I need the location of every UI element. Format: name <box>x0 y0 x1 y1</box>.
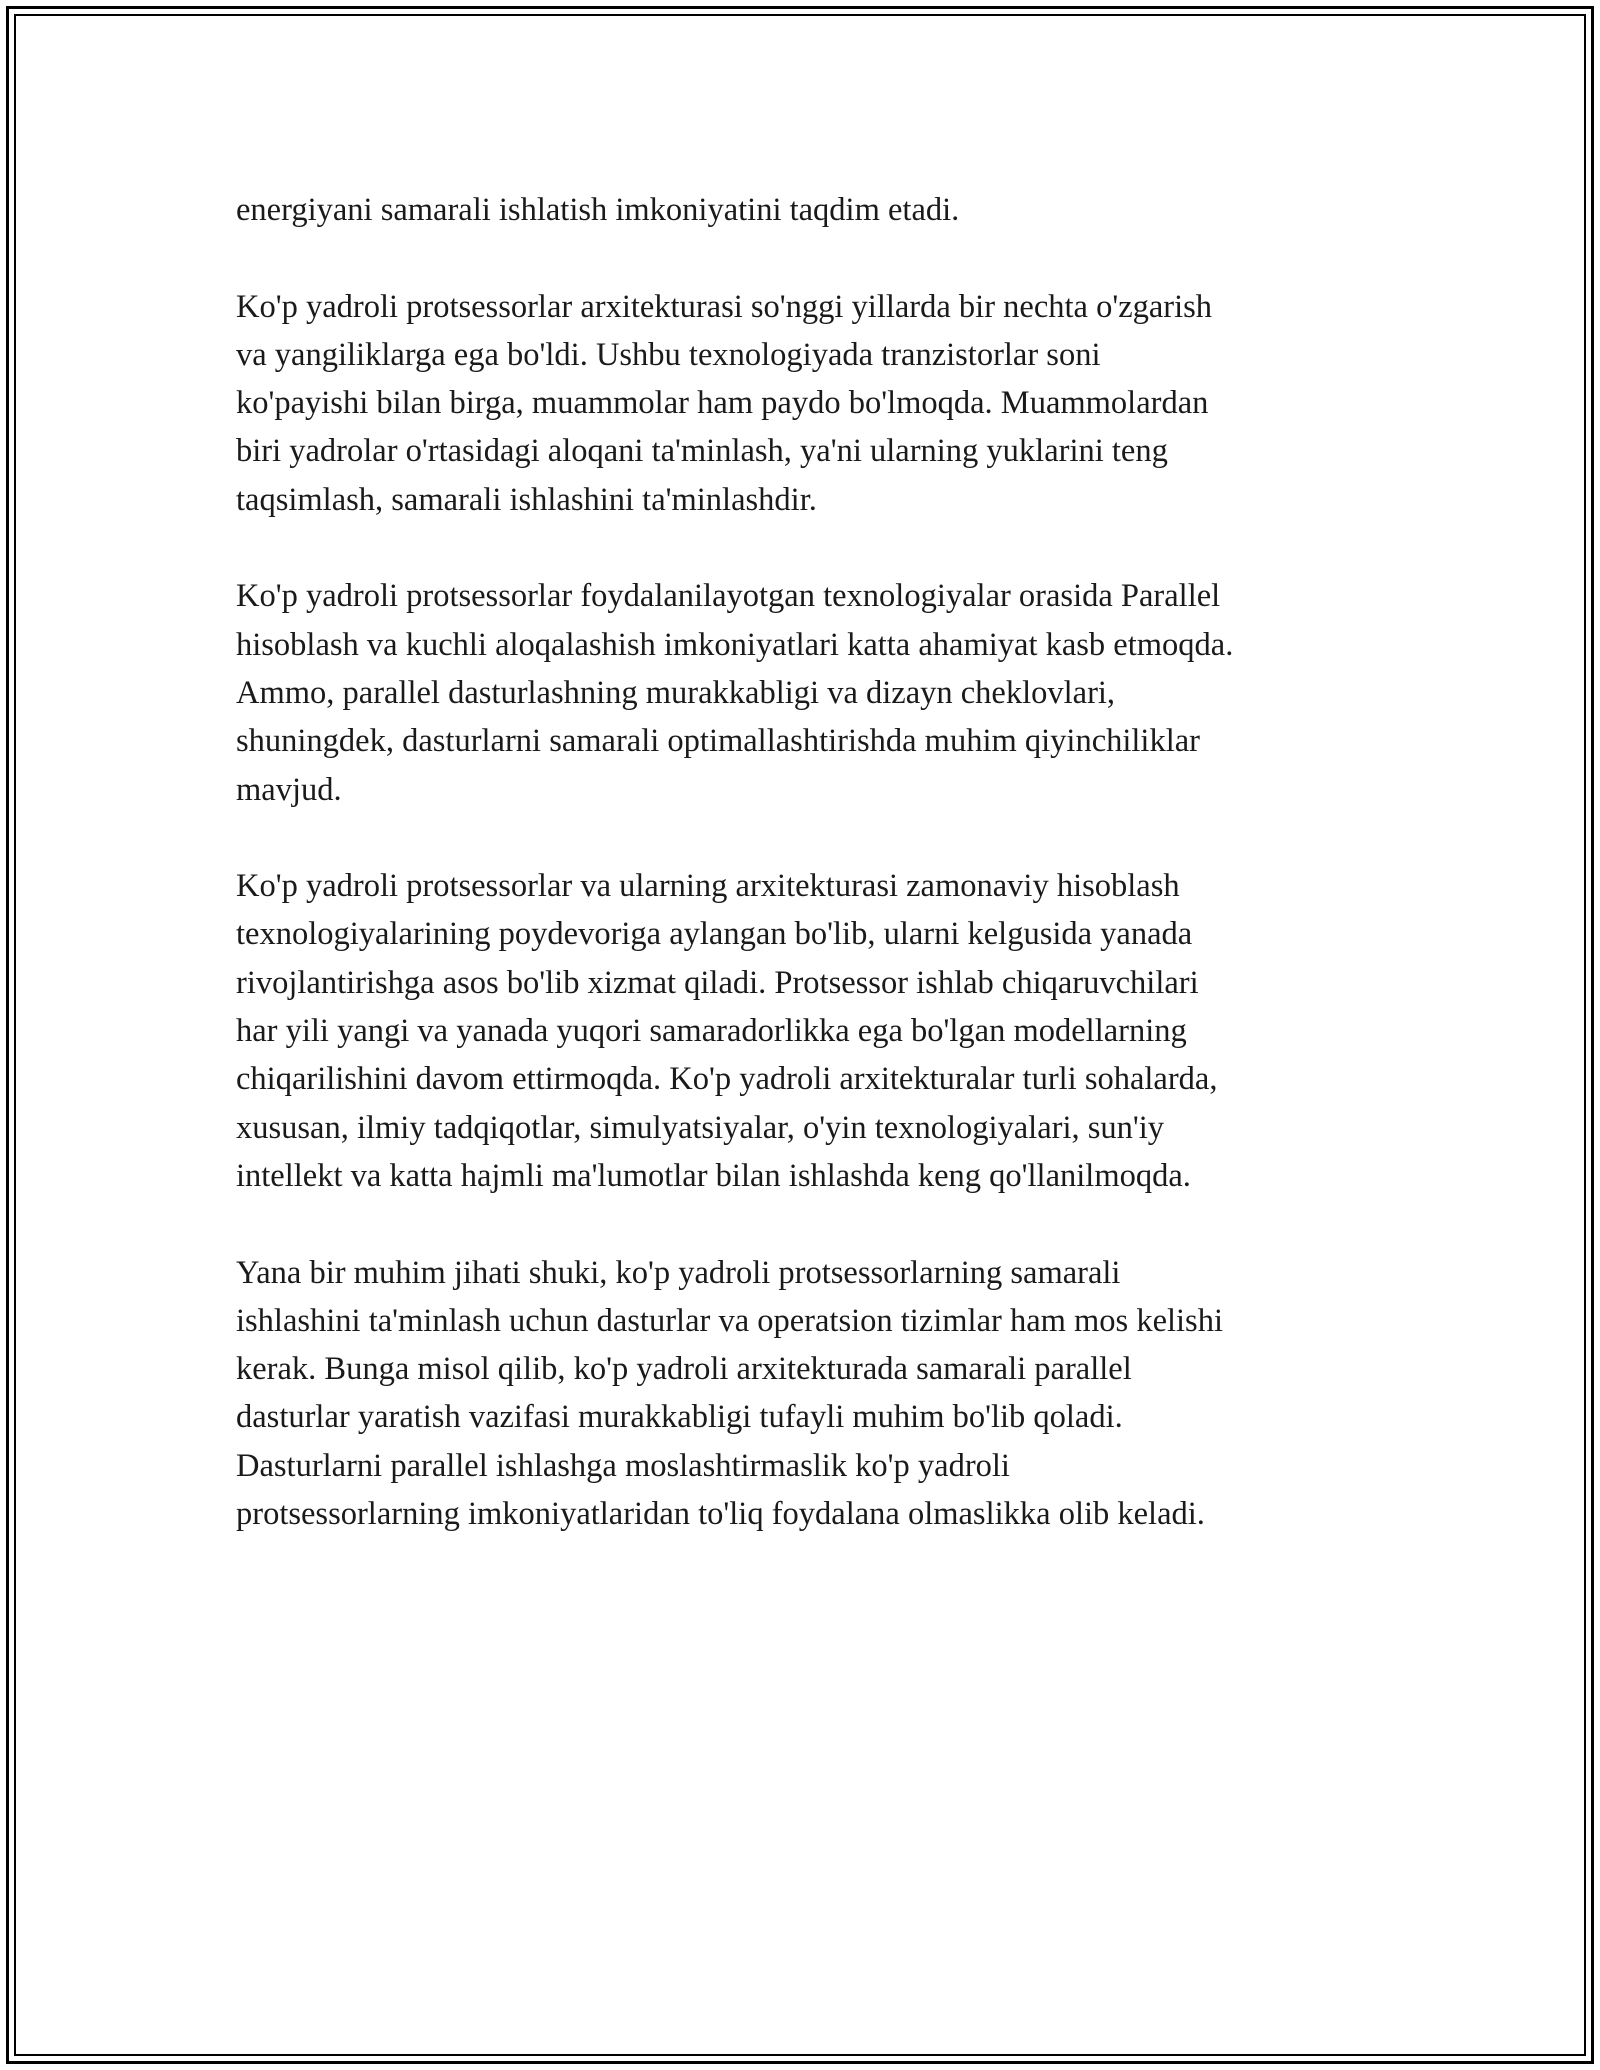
paragraph-modern-technologies: Ko'p yadroli protsessorlar va ularning arxitekturasi zamonaviy hisoblash texnologiyalarining poydevoriga aylangan bo'lib, ularni kelgusida yanada rivojlantirishga asos bo'lib xizmat qiladi. Protsessor ishlab chiqaruvchilari har yili yangi va yanada yuqori samaradorlikka ega bo'lgan modellarning chiqarilishini davom ettirmoqda. Ko'p yadroli arxitekturalar turli sohalarda, xususan, ilmiy tadqiqotlar, simulyatsiyalar, o'yin texnologiyalari, sun'iy intellekt va katta hajmli ma'lumotlar bilan ishlashda keng qo'llanilmoqda. <box>236 868 1218 1194</box>
paragraph-software-compatibility: Yana bir muhim jihati shuki, ko'p yadroli protsessorlarning samarali ishlashini ta'minlash uchun dasturlar va operatsion tizimlar ham mos kelishi kerak. Bunga misol qilib, ko'p yadroli arxitekturada samarali parallel dasturlar yaratish vazifasi murakkabligi tufayli muhim bo'lib qoladi. Dasturlarni parallel ishlashga moslashtirmaslik ko'p yadroli protsessorlarning imkoniyatlaridan to'liq foydalana olmaslikka olib keladi. <box>236 1254 1223 1533</box>
document-body <box>236 186 1376 1587</box>
paragraph-continuation: energiyani samarali ishlatish imkoniyatini taqdim etadi. <box>236 192 960 228</box>
paragraph-architecture-changes: Ko'p yadroli protsessorlar arxitekturasi so'nggi yillarda bir nechta o'zgarish va yangiliklarga ega bo'ldi. Ushbu texnologiyada tranzistorlar soni ko'payishi bilan birga, muammolar ham paydo bo'lmoqda. Muammolardan biri yadrolar o'rtasidagi aloqani ta'minlash, ya'ni ularning yuklarini teng taqsimlash, samarali ishlashini ta'minlashdir. <box>236 288 1213 518</box>
paragraph-parallel-computing: Ko'p yadroli protsessorlar foydalanilayotgan texnologiyalar orasida Parallel hisoblash va kuchli aloqalashish imkoniyatlari katta ahamiyat kasb etmoqda. Ammo, parallel dasturlashning murakkabligi va dizayn cheklovlari, shuningdek, dasturlarni samarali optimallashtirishda muhim qiyinchiliklar mavjud. <box>236 578 1234 808</box>
